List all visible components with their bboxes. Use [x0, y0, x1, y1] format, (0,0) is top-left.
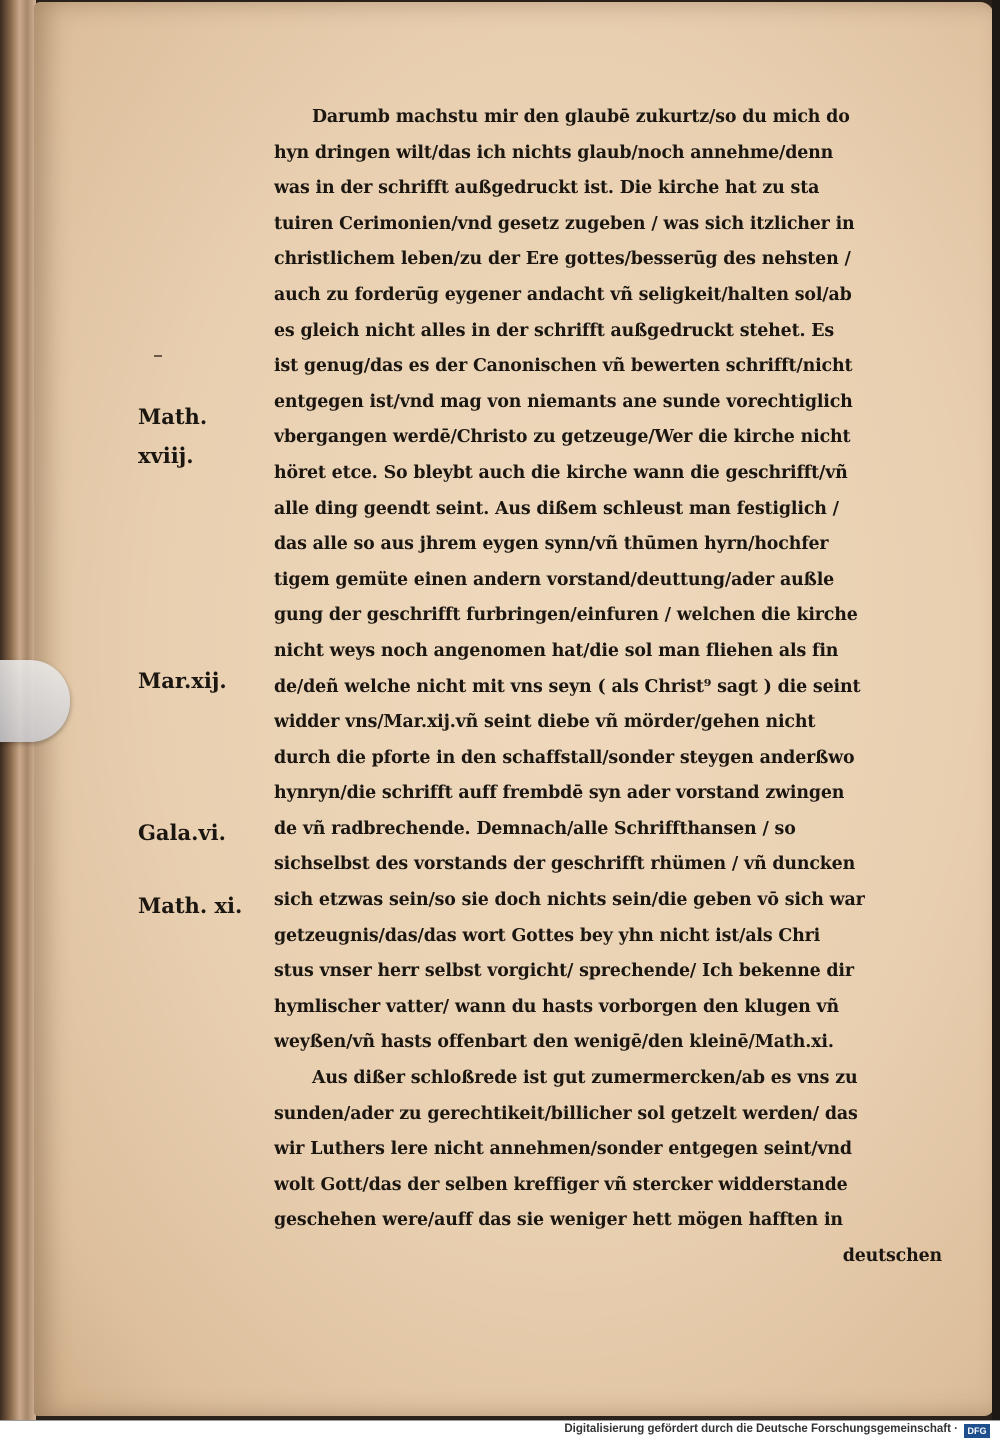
marginal-note: Mar.xij. — [138, 668, 227, 693]
text-line: das alle so aus jhrem eygen synn/vñ thūmen hyrn/hochfer — [274, 534, 829, 555]
text-line: de/deñ welche nicht mit vns seyn ( als Christ⁹ sagt ) die seint — [274, 676, 861, 697]
text-line: ist genug/das es der Canonischen vñ bewerten schrifft/nicht — [274, 356, 853, 377]
text-line: tigem gemüte einen andern vorstand/deuttung/ader außle — [274, 569, 835, 590]
margin-mark — [154, 355, 162, 357]
text-line: nicht weys noch angenomen hat/die sol man fliehen als fin — [274, 640, 839, 661]
text-line: auch zu forderūg eygener andacht vñ seligkeit/halten sol/ab — [274, 284, 852, 305]
text-line: christlichem leben/zu der Ere gottes/besserūg des nehsten / — [274, 249, 851, 270]
text-line: vbergangen werdē/Christo zu getzeuge/Wer die kirche nicht — [274, 427, 851, 448]
text-line: durch die pforte in den schaffstall/sonder steygen anderßwo — [274, 747, 855, 768]
text-line: sichselbst des vorstands der geschrifft rhümen / vñ duncken — [274, 854, 856, 875]
text-line: stus vnser herr selbst vorgicht/ sprechende/ Ich bekenne dir — [274, 961, 854, 982]
text-line: wolt Gott/das der selben kreffiger vñ stercker widderstande — [274, 1174, 848, 1195]
text-line: widder vns/Mar.xij.vñ seint diebe vñ mörder/gehen nicht — [274, 712, 816, 733]
text-line: es gleich nicht alles in der schrifft außgedruckt stehet. Es — [274, 320, 835, 341]
text-line: alle ding geendt seint. Aus dißem schleust man festiglich / — [274, 498, 839, 519]
catchword: deutschen — [842, 1246, 942, 1266]
marginal-note: Math. xi. — [138, 893, 243, 918]
text-line: weyßen/vñ hasts offenbart den wenigē/den kleinē/Math.xi. — [274, 1032, 834, 1053]
text-line: entgegen ist/vnd mag von niemants ane sunde vorechtiglich — [274, 391, 853, 412]
marginal-note: Math. — [138, 404, 208, 429]
text-line: wir Luthers lere nicht annehmen/sonder entgegen seint/vnd — [274, 1139, 852, 1160]
text-line: hynryn/die schrifft auff frembdē syn ader vorstand zwingen — [274, 783, 845, 804]
text-line: de vñ radbrechende. Demnach/alle Schriffthansen / so — [274, 818, 796, 839]
text-line: höret etce. So bleybt auch die kirche wann die geschrifft/vñ — [274, 462, 848, 483]
funding-notice: Digitalisierung gefördert durch die Deutsche Forschungsgemeinschaft · — [564, 1423, 958, 1435]
text-line: Aus dißer schloßrede ist gut zumermercken/ab es vns zu — [312, 1068, 858, 1089]
scan-border — [992, 0, 1000, 1420]
text-line: sich etzwas sein/so sie doch nichts sein/die geben vō sich war — [274, 890, 865, 911]
dfg-logo-icon: DFG — [964, 1424, 990, 1438]
text-line: getzeugnis/das/das wort Gottes bey yhn nicht ist/als Chri — [274, 925, 821, 946]
text-line: hyn dringen wilt/das ich nichts glaub/noch annehme/denn — [274, 142, 834, 163]
text-line: hymlischer vatter/ wann du hasts vorborgen den klugen vñ — [274, 996, 839, 1017]
text-line: sunden/ader zu gerechtikeit/billicher sol getzelt werden/ das — [274, 1103, 858, 1124]
marginal-note: Gala.vi. — [138, 820, 226, 845]
attribution-footer — [0, 1420, 1000, 1442]
text-line: geschehen were/auff das sie weniger hett mögen hafften in — [274, 1210, 843, 1231]
text-line: Darumb machstu mir den glaubē zukurtz/so du mich do — [312, 107, 850, 127]
text-line: tuiren Cerimonien/vnd gesetz zugeben / was sich itzlicher in — [274, 213, 855, 234]
text-line: was in der schrifft außgedruckt ist. Die kirche hat zu sta — [274, 178, 820, 199]
text-line: gung der geschrifft furbringen/einfuren / welchen die kirche — [274, 605, 858, 626]
marginal-note: xviij. — [138, 443, 194, 468]
main-text-block — [274, 100, 942, 1275]
